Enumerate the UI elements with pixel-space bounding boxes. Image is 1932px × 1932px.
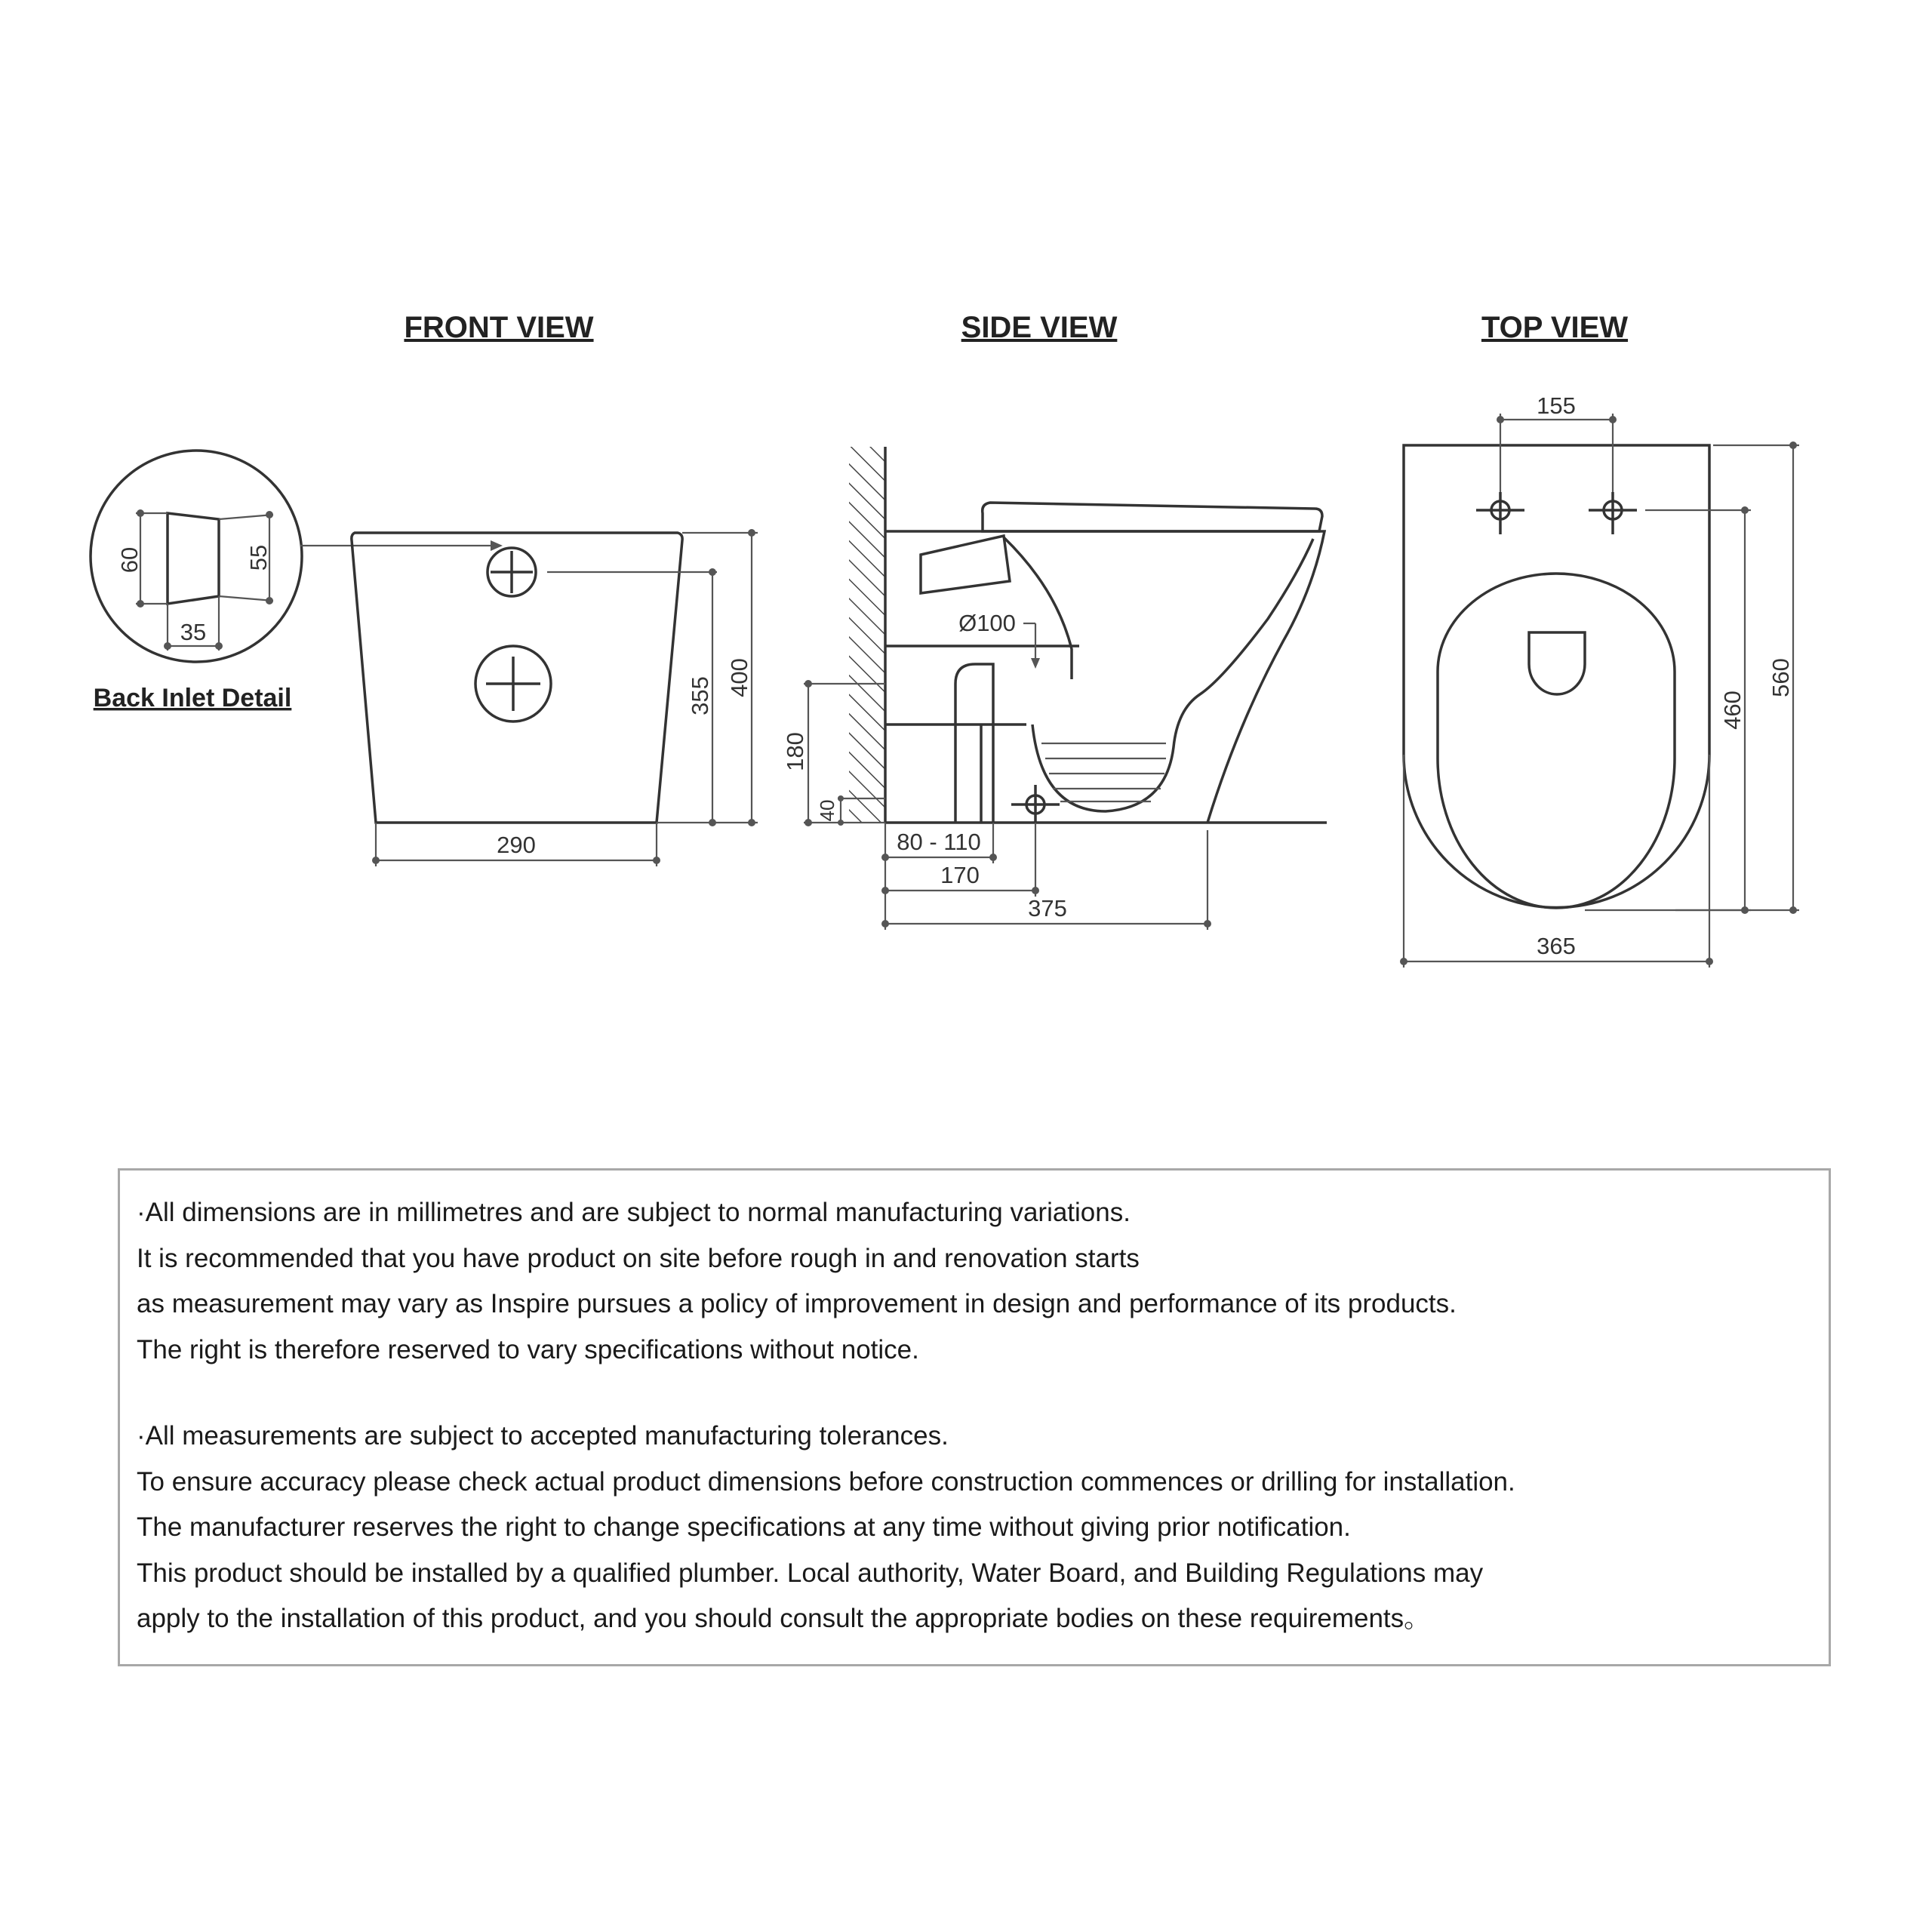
top-view-title: TOP VIEW xyxy=(1481,311,1629,344)
top-dim-155: 155 xyxy=(1537,392,1576,419)
note-line: apply to the installation of this product, and you should consult the appropriate bodies on these requirements。 xyxy=(137,1604,1431,1633)
note-line: It is recommended that you have product on site before rough in and renovation starts xyxy=(137,1243,1140,1273)
side-dim-170: 170 xyxy=(940,862,980,888)
rim-channel xyxy=(921,536,1010,593)
note-line: ·All measurements are subject to accepted manufacturing tolerances. xyxy=(137,1421,949,1451)
front-view-title: FRONT VIEW xyxy=(404,311,594,344)
top-dim-460: 460 xyxy=(1719,691,1746,730)
front-dim-400: 400 xyxy=(726,658,752,697)
inlet-dim-60: 60 xyxy=(116,546,143,574)
back-inlet-detail xyxy=(91,451,503,712)
front-view xyxy=(352,529,758,866)
notes-paragraph xyxy=(137,1190,1812,1373)
notes-box xyxy=(118,1168,1831,1666)
front-view-body xyxy=(352,533,682,823)
inlet-dim-55: 55 xyxy=(245,544,272,571)
flush-outlet xyxy=(1529,632,1585,694)
inlet-dim-35: 35 xyxy=(180,619,207,645)
back-inlet-title: Back Inlet Detail xyxy=(93,684,292,712)
top-dim-365: 365 xyxy=(1537,933,1576,959)
side-dim-180: 180 xyxy=(782,732,808,771)
side-dim-40: 40 xyxy=(816,799,838,822)
bowl-curve xyxy=(1032,539,1313,811)
side-dim-diameter: Ø100 xyxy=(958,610,1016,636)
front-dim-290: 290 xyxy=(497,832,536,858)
side-dim-375: 375 xyxy=(1028,895,1067,921)
side-dim-setout-range: 80 - 110 xyxy=(897,829,981,855)
note-line: as measurement may vary as Inspire pursues a policy of improvement in design and performance of its products. xyxy=(137,1289,1457,1318)
side-view-title: SIDE VIEW xyxy=(961,311,1118,344)
front-dim-355: 355 xyxy=(687,676,713,715)
side-body-outline xyxy=(885,531,1324,823)
fixing-hole-right xyxy=(1589,492,1637,534)
top-view-outline xyxy=(1404,445,1709,908)
fixing-hole-left xyxy=(1476,492,1524,534)
outlet-pipe xyxy=(955,664,993,823)
note-line: This product should be installed by a qualified plumber. Local authority, Water Board, and Building Regulations may xyxy=(137,1558,1484,1588)
note-line: ·All dimensions are in millimetres and are subject to normal manufacturing variations. xyxy=(137,1198,1131,1227)
note-line: To ensure accuracy please check actual product dimensions before construction commences or drilling for installation. xyxy=(137,1466,1515,1497)
notes-paragraph xyxy=(137,1414,1812,1642)
inlet-profile xyxy=(168,513,219,604)
side-view xyxy=(782,447,1327,930)
top-dim-560: 560 xyxy=(1767,658,1794,697)
seat-ring xyxy=(1438,574,1675,908)
top-view xyxy=(1400,392,1799,968)
note-line: The right is therefore reserved to vary specifications without notice. xyxy=(137,1334,919,1364)
wall-hatch xyxy=(849,447,885,823)
seat-lid xyxy=(983,503,1322,531)
note-line: The manufacturer reserves the right to change specifications at any time without giving prior notification. xyxy=(137,1512,1351,1542)
